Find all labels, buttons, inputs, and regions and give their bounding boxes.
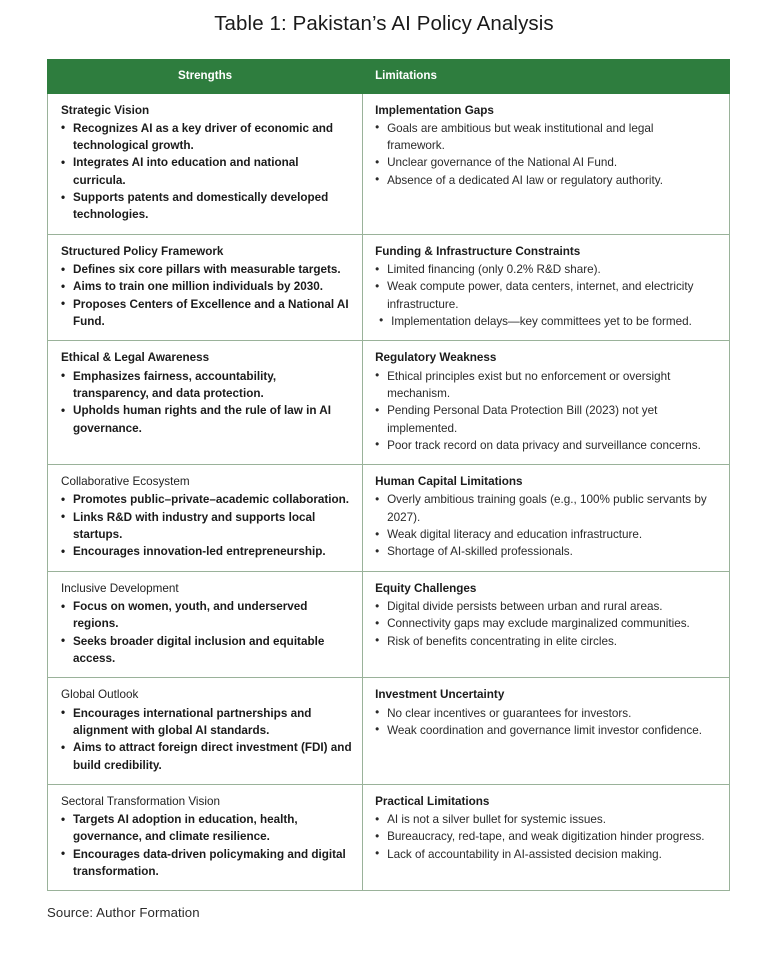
- bullet-list: [375, 120, 713, 189]
- table-header: [48, 59, 730, 93]
- bullet-item: • Encourages data-driven policymaking and digital transformation.: [61, 846, 354, 881]
- bullet-item: • Weak coordination and governance limit investor confidence.: [375, 722, 713, 739]
- bullet-list: [61, 811, 354, 880]
- bullet-item: • Limited financing (only 0.2% R&D share).: [375, 261, 713, 278]
- column-header-strengths: Strengths: [48, 59, 363, 93]
- bullet-item: • Poor track record on data privacy and surveillance concerns.: [375, 437, 713, 454]
- strength-cell: [48, 571, 363, 678]
- strength-cell: [48, 341, 363, 465]
- bullet-item: • Promotes public–private–academic collaboration.: [61, 491, 354, 508]
- bullet-item: • Integrates AI into education and national curricula.: [61, 154, 354, 189]
- table-row: [48, 571, 730, 678]
- limitation-cell: [363, 341, 730, 465]
- bullet-item: • No clear incentives or guarantees for investors.: [375, 705, 713, 722]
- bullet-item: • Lack of accountability in AI-assisted decision making.: [375, 846, 713, 863]
- strength-cell: [48, 784, 363, 891]
- bullet-item: • Bureaucracy, red-tape, and weak digitization hinder progress.: [375, 828, 713, 845]
- bullet-item: • Unclear governance of the National AI Fund.: [375, 154, 713, 171]
- bullet-list: [375, 491, 713, 560]
- bullet-item: • Digital divide persists between urban and rural areas.: [375, 598, 713, 615]
- bullet-list: [61, 261, 354, 330]
- strength-cell: [48, 234, 363, 341]
- source-caption: Source: Author Formation: [47, 905, 200, 921]
- cell-heading: Ethical & Legal Awareness: [61, 351, 210, 365]
- table-row: [48, 234, 730, 341]
- bullet-item: • Encourages international partnerships and alignment with global AI standards.: [61, 705, 354, 740]
- bullet-item: • Proposes Centers of Excellence and a National AI Fund.: [61, 296, 354, 331]
- bullet-item: • Connectivity gaps may exclude marginalized communities.: [375, 615, 713, 632]
- cell-heading: Collaborative Ecosystem: [61, 475, 190, 489]
- table-body: [48, 93, 730, 891]
- table-row: [48, 341, 730, 465]
- column-header-limitations: Limitations: [363, 59, 730, 93]
- cell-heading: Structured Policy Framework: [61, 244, 224, 258]
- bullet-item: • Encourages innovation-led entrepreneurship.: [61, 543, 354, 560]
- cell-heading: Investment Uncertainty: [375, 688, 505, 702]
- bullet-list: [375, 811, 713, 863]
- bullet-list: [375, 261, 713, 330]
- cell-heading: Inclusive Development: [61, 581, 179, 595]
- bullet-item: • AI is not a silver bullet for systemic issues.: [375, 811, 713, 828]
- table-row: [48, 784, 730, 891]
- bullet-item: • Implementation delays—key committees yet to be formed.: [375, 313, 713, 330]
- table-row: [48, 465, 730, 572]
- limitation-cell: [363, 784, 730, 891]
- bullet-item: • Seeks broader digital inclusion and equitable access.: [61, 633, 354, 668]
- cell-heading: Practical Limitations: [375, 794, 490, 808]
- cell-heading: Equity Challenges: [375, 581, 477, 595]
- limitation-cell: [363, 234, 730, 341]
- bullet-item: • Supports patents and domestically developed technologies.: [61, 189, 354, 224]
- bullet-list: [375, 705, 713, 740]
- cell-heading: Global Outlook: [61, 688, 139, 702]
- bullet-list: [61, 120, 354, 224]
- strength-cell: [48, 93, 363, 234]
- bullet-list: [61, 368, 354, 437]
- cell-heading: Sectoral Transformation Vision: [61, 794, 220, 808]
- bullet-item: • Goals are ambitious but weak institutional and legal framework.: [375, 120, 713, 155]
- bullet-item: • Risk of benefits concentrating in elite circles.: [375, 633, 713, 650]
- cell-heading: Regulatory Weakness: [375, 351, 497, 365]
- bullet-item: • Targets AI adoption in education, health, governance, and climate resilience.: [61, 811, 354, 846]
- policy-analysis-table: [47, 59, 730, 892]
- bullet-item: • Weak digital literacy and education infrastructure.: [375, 526, 713, 543]
- bullet-item: • Weak compute power, data centers, internet, and electricity infrastructure.: [375, 278, 713, 313]
- bullet-item: • Pending Personal Data Protection Bill (2023) not yet implemented.: [375, 402, 713, 437]
- bullet-list: [61, 491, 354, 560]
- cell-heading: Human Capital Limitations: [375, 475, 523, 489]
- cell-heading: Implementation Gaps: [375, 103, 494, 117]
- bullet-item: • Aims to attract foreign direct investment (FDI) and build credibility.: [61, 739, 354, 774]
- bullet-item: • Upholds human rights and the rule of law in AI governance.: [61, 402, 354, 437]
- table-row: [48, 678, 730, 785]
- bullet-item: • Links R&D with industry and supports local startups.: [61, 509, 354, 544]
- bullet-item: • Overly ambitious training goals (e.g., 100% public servants by 2027).: [375, 491, 713, 526]
- bullet-item: • Absence of a dedicated AI law or regulatory authority.: [375, 172, 713, 189]
- bullet-item: • Focus on women, youth, and underserved regions.: [61, 598, 354, 633]
- bullet-item: • Aims to train one million individuals by 2030.: [61, 278, 354, 295]
- bullet-item: • Defines six core pillars with measurable targets.: [61, 261, 354, 278]
- bullet-item: • Ethical principles exist but no enforcement or oversight mechanism.: [375, 368, 713, 403]
- strength-cell: [48, 678, 363, 785]
- strength-cell: [48, 465, 363, 572]
- cell-heading: Strategic Vision: [61, 103, 150, 117]
- bullet-item: • Recognizes AI as a key driver of economic and technological growth.: [61, 120, 354, 155]
- table-row: [48, 93, 730, 234]
- limitation-cell: [363, 571, 730, 678]
- bullet-list: [61, 598, 354, 667]
- bullet-list: [375, 598, 713, 650]
- bullet-item: • Emphasizes fairness, accountability, transparency, and data protection.: [61, 368, 354, 403]
- page-title: Table 1: Pakistan’s AI Policy Analysis: [214, 12, 554, 35]
- table-container: [47, 59, 730, 892]
- bullet-list: [375, 368, 713, 455]
- limitation-cell: [363, 93, 730, 234]
- cell-heading: Funding & Infrastructure Constraints: [375, 244, 581, 258]
- limitation-cell: [363, 465, 730, 572]
- limitation-cell: [363, 678, 730, 785]
- bullet-item: • Shortage of AI-skilled professionals.: [375, 543, 713, 560]
- header-row: [48, 59, 730, 93]
- bullet-list: [61, 705, 354, 774]
